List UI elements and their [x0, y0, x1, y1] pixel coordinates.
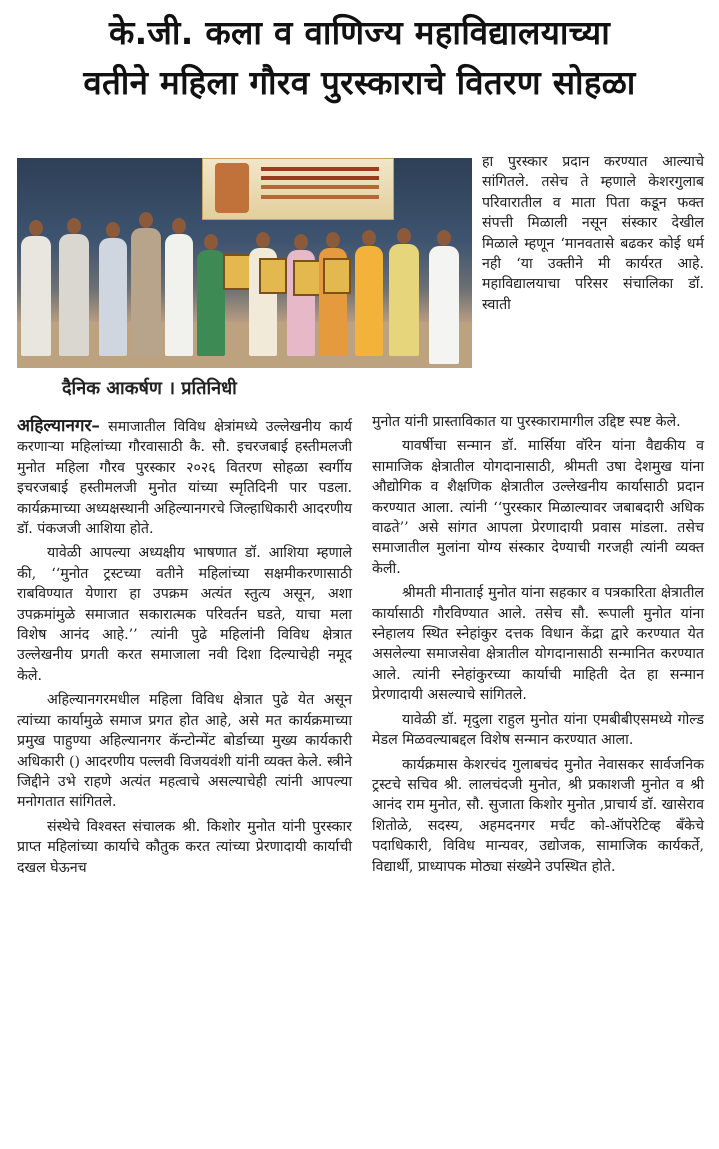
person: [389, 244, 419, 356]
person: [131, 228, 161, 356]
person: [21, 236, 51, 356]
award-frame: [323, 258, 351, 294]
person-head: [362, 230, 376, 246]
paragraph-2: यावेळी आपल्या अध्यक्षीय भाषणात डॉ. आशिया म्हणाले की, ‘‘मुनोत ट्रस्टच्या वतीने महिलांच्या सक्षमीकरणासाठी राबविण्यात येणारा हा उपक्रम अत्यंत स्तुत्य असून, अशा उपक्रमांमुळे समाजात सकारात्मक परिवर्तन घडते, याचा मला विशेष आनंद आहे.’’ त्यांनी पुढे महिलांनी विविध क्षेत्रात उल्लेखनीय प्रगती करत समाजाला नवी दिशा दिल्याचेही नमूद केले.: [17, 545, 352, 684]
person: [197, 250, 225, 356]
paragraph-1: [17, 416, 352, 539]
paragraph-5-continued: मुनोत यांनी प्रास्ताविकात या पुरस्कारामागील उद्दिष्ट स्पष्ट केले.: [372, 414, 681, 430]
person-head: [294, 234, 308, 250]
banner-text: [261, 167, 379, 171]
headline: [0, 8, 719, 108]
award-frame: [223, 254, 251, 290]
person-head: [326, 232, 340, 248]
person-head: [397, 228, 411, 244]
paragraph-3: अहिल्यानगरमधील महिला विविध क्षेत्रात पुढे येत असून त्यांच्या कार्यामुळे समाज प्रगत होत आहे, असे मत कार्यक्रमाच्या प्रमुख पाहुण्या अहिल्यानगर कॅन्टोन्मेंट बोर्डाच्या मुख्य कार्यकारी अधिकारी () आदरणीय पल्लवी विजयवंशी यांनी व्यक्त केले. स्त्रीने जिद्दीने उभे राहणे अत्यंत महत्वाचे असल्याचेही त्यांनी आपल्या मनोगतात सांगितले.: [17, 692, 352, 811]
article-column-left: [17, 416, 352, 882]
paragraph-7: श्रीमती मीनाताई मुनोत यांना सहकार व पत्रकारिता क्षेत्रातील कार्यासाठी गौरविण्यात आले. तसेच सौ. रूपाली मुनोत यांना स्नेहालय स्थित स्नेहांकुर दत्तक विधान केंद्रा द्वारे करण्यात येत असलेल्या समाजसेवा क्षेत्रातील योगदानासाठी सन्मानित करण्यात आले. त्यांनी स्नेहांकुरच्या कार्याची माहिती देत हा सन्मान प्रेरणादायी असल्याचे सांगितले.: [372, 585, 704, 704]
person-head: [29, 220, 43, 236]
headline-line-2: वतीने महिला गौरव पुरस्काराचे वितरण सोहळा: [83, 63, 636, 102]
award-frame: [259, 258, 287, 294]
person-head: [204, 234, 218, 250]
person-head: [437, 230, 451, 246]
person-head: [106, 222, 120, 238]
dateline: अहिल्यानगर–: [17, 416, 100, 436]
person-head: [67, 218, 81, 234]
article-column-right: [372, 412, 704, 881]
paragraph-6: यावर्षीचा सन्मान डॉ. मार्सिया वॉरेन यांना वैद्यकीय व सामाजिक क्षेत्रातील योगदानासाठी, श्रीमती उषा देशमुख यांना औद्योगिक व शैक्षणिक क्षेत्रातील उल्लेखनीय कार्यासाठी प्रदान करण्यात आला. त्यांनी ‘‘पुरस्कार मिळाल्यावर जबाबदारी अधिक वाढते’’ असे सांगत आपला प्रेरणादायी प्रवास मांडला. तसेच समाजातील मुलांना योग्य संस्कार देण्याची गरजही त्यांनी व्यक्त केली.: [372, 438, 704, 577]
event-photo: [17, 158, 472, 368]
person-head: [139, 212, 153, 228]
paragraph-5: हा पुरस्कार प्रदान करण्यात आल्याचे सांगितले. तसेच ते म्हणाले केशरगुलाब परिवारातील व माता पिता कडून फक्त संपत्ती मिळाली नसून संस्कार देखील मिळाले म्हणून ‘मानवतासे बढकर कोई धर्म नही ‘या उक्तीने मी कार्यरत आहे. महाविद्यालयाचा परिसर संचालिका डॉ. स्वाती: [482, 154, 704, 313]
paragraph-1-text: समाजातील विविध क्षेत्रांमध्ये उल्लेखनीय कार्य करणाऱ्या महिलांच्या गौरवासाठी कै. सौ. इचरजबाई हस्तीमलजी मुनोत महिला गौरव पुरस्कार २०२६ वितरण सोहळा स्वर्गीय इचरजबाई हस्तीमलजी मुनोत यांच्या स्मृतिदिनी पार पडला. कार्यक्रमाच्या अध्यक्षस्थानी अहिल्यानगरचे जिल्हाधिकारी आदरणीय डॉ. पंकजजी आशिया होते.: [17, 419, 352, 538]
paragraph-8: यावेळी डॉ. मृदुला राहुल मुनोत यांना एमबीबीएसमध्ये गोल्ड मेडल मिळवल्याबद्दल विशेष सन्मान करण्यात आला.: [372, 711, 704, 749]
stage-banner: [202, 158, 394, 220]
paragraph-4: संस्थेचे विश्वस्त संचालक श्री. किशोर मुनोत यांनी पुरस्कार प्राप्त महिलांच्या कार्याचे कौतुक करत त्यांच्या प्रेरणादायी कार्याची दखल घेऊनच: [17, 818, 352, 876]
person: [355, 246, 383, 356]
person: [59, 234, 89, 356]
paragraph-9: कार्यक्रमास केशरचंद गुलाबचंद मुनोत नेवासकर सार्वजनिक ट्रस्टचे सचिव श्री. लालचंदजी मुनोत, श्री प्रकाशजी मुनोत व श्री आनंद राम मुनोत, सौ. सुजाता किशोर मुनोत ,प्राचार्य डॉ. खासेराव शितोळे, सदस्य, अहमदनगर मर्चंट को-ऑपरेटिव्ह बँकेचे पदाधिकारी, विविध मान्यवर, उद्योजक, सामाजिक कार्यकर्ते, विद्यार्थी, प्राध्यापक मोठ्या संख्येने उपस्थित होते.: [372, 756, 704, 875]
person: [429, 246, 459, 364]
person: [99, 238, 127, 356]
banner-portrait: [215, 163, 249, 213]
byline: दैनिक आकर्षण । प्रतिनिधी: [62, 378, 237, 399]
headline-line-1: के.जी. कला व वाणिज्य महाविद्यालयाच्या: [108, 13, 611, 52]
person-head: [172, 218, 186, 234]
article-column-right-top: [482, 152, 704, 319]
award-frame: [293, 260, 321, 296]
person: [165, 234, 193, 356]
person-head: [256, 232, 270, 248]
